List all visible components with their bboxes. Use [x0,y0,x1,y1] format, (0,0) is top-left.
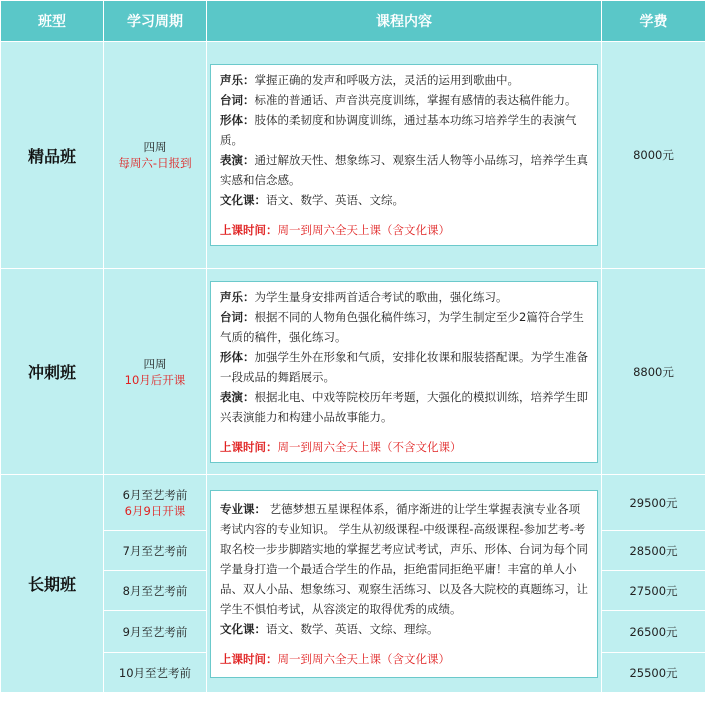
price-changqi-1: 29500元 [602,475,705,531]
content-item [220,90,590,110]
item-label: 专业课： [220,501,266,516]
price-changqi-5: 25500元 [602,653,705,693]
class-time [220,649,590,669]
header-course-content: 课程内容 [207,1,602,42]
row-jingpin [1,42,705,269]
item-text: 语文、数学、英语、文综。 [266,193,404,207]
item-text: 根据北电、中戏等院校历年考题，大强化的模拟训练，培养学生即兴表演能力和构建小品故事能力。 [220,389,588,424]
content-changqi [207,475,602,693]
item-text: 掌握正确的发声和呼吸方法，灵活的运用到歌曲中。 [254,73,519,87]
price-changqi-3: 27500元 [602,571,705,611]
class-time [220,437,590,457]
period-changqi-2: 7月至艺考前 [104,531,207,571]
content-item [220,619,590,639]
content-jingpin [207,42,602,269]
content-box [210,64,598,246]
period-text: 四周 [143,356,167,371]
period-jingpin [104,42,207,269]
item-text: 为学生量身安排两首适合考试的歌曲，强化练习。 [254,289,508,304]
item-text: 加强学生外在形象和气质，安排化妆课和服装搭配课。为学生准备一段成品的舞蹈展示。 [220,349,588,384]
item-label: 文化课： [220,193,266,207]
header-tuition: 学费 [602,1,705,42]
content-item [220,70,590,90]
period-text: 四周 [143,140,167,154]
header-row [1,1,705,42]
item-label: 声乐： [220,289,255,304]
price-chongci: 8800元 [602,269,705,475]
period-note: 10月后开课 [124,372,186,387]
item-label: 形体： [220,113,255,127]
time-text: 周一到周六全天上课（含文化课） [277,651,450,666]
time-text: 周一到周六全天上课（不含文化课） [277,439,462,454]
item-label: 表演： [220,153,255,167]
class-time [220,220,590,240]
content-item [220,307,590,347]
item-label: 台词： [220,93,255,107]
period-note: 每周六-日报到 [118,156,192,170]
period-changqi-4: 9月至艺考前 [104,611,207,653]
content-box [210,281,598,463]
row-changqi-1 [1,475,705,531]
class-name-changqi: 长期班 [1,475,104,693]
content-box [210,490,598,678]
content-item [220,110,590,150]
content-item [220,347,590,387]
time-label: 上课时间： [220,439,278,454]
item-text: 通过解放天性、想象练习、观察生活人物等小品练习，培养学生真实感和信念感。 [220,153,588,187]
period-text: 6月至艺考前 [122,487,188,502]
content-chongci [207,269,602,475]
item-label: 形体： [220,349,255,364]
class-name-jingpin: 精品班 [1,42,104,269]
time-label: 上课时间： [220,651,278,666]
content-item [220,387,590,427]
item-text: 根据不同的人物角色强化稿件练习，为学生制定至少2篇符合学生气质的稿件，强化练习。 [220,309,584,344]
item-text: 语文、数学、英语、文综、理综。 [266,621,439,636]
period-chongci [104,269,207,475]
price-changqi-2: 28500元 [602,531,705,571]
item-text: 标准的普通话、声音洪亮度训练，掌握有感情的表达稿件能力。 [254,93,577,107]
price-changqi-4: 26500元 [602,611,705,653]
content-item [220,150,590,190]
period-changqi-1 [104,475,207,531]
item-label: 文化课： [220,621,266,636]
item-label: 表演： [220,389,255,404]
item-label: 声乐： [220,73,255,87]
content-item [220,499,590,619]
period-changqi-3: 8月至艺考前 [104,571,207,611]
header-class-type: 班型 [1,1,104,42]
content-item [220,190,590,210]
period-changqi-5: 10月至艺考前 [104,653,207,693]
content-item [220,287,590,307]
header-study-period: 学习周期 [104,1,207,42]
item-label: 台词： [220,309,255,324]
price-jingpin: 8000元 [602,42,705,269]
class-name-chongci: 冲刺班 [1,269,104,475]
period-note: 6月9日开课 [124,503,186,518]
time-text: 周一到周六全天上课（含文化课） [277,223,450,237]
time-label: 上课时间： [220,223,278,237]
item-text: 艺德梦想五星课程体系，循序渐进的让学生掌握表演专业各项考试内容的专业知识。 学生从初级课程-中级课程-高级课程-参加艺考-考取名校一步步脚踏实地的掌握艺考应试考试，声乐、形体、台词为每个同学量身打造一个最适合学生的作品，拒绝雷同拒绝平庸！丰富的单人小品、双人小品、想象练习、观察生活练习、以及各大院校的真题练习，让学生不惧怕考试，从容淡定的取得优秀的成绩。 [220,501,588,616]
row-chongci [1,269,705,475]
item-text: 肢体的柔韧度和协调度训练，通过基本功练习培养学生的表演气质。 [220,113,577,147]
